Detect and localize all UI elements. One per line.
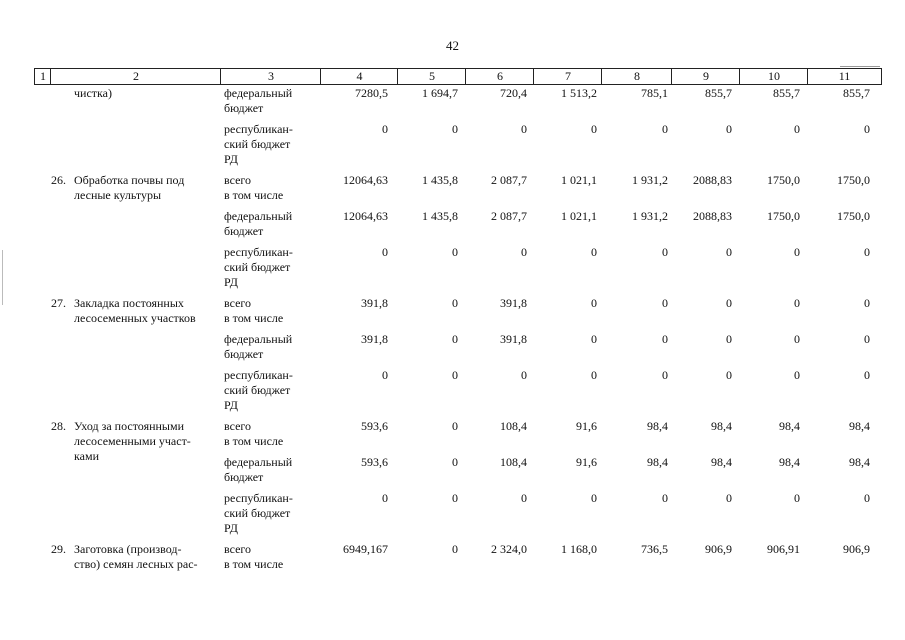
value-col-7: 0 [591, 368, 597, 382]
value-col-5: 0 [452, 122, 458, 136]
value-col-10: 855,7 [773, 86, 800, 100]
header-col-5: 5 [397, 68, 466, 85]
value-col-5: 0 [452, 419, 458, 433]
item-name: ство) семян лесных рас- [74, 557, 198, 571]
value-col-11: 0 [864, 296, 870, 310]
funding-source-label: ский бюджет [224, 383, 291, 397]
value-col-7: 0 [591, 296, 597, 310]
value-col-9: 855,7 [705, 86, 732, 100]
funding-source-label: федеральный [224, 86, 293, 100]
funding-source-label: в том числе [224, 188, 284, 202]
header-col-7: 7 [533, 68, 602, 85]
value-col-5: 0 [452, 296, 458, 310]
funding-source-label: федеральный [224, 455, 293, 469]
value-col-4: 0 [382, 122, 388, 136]
value-col-9: 2088,83 [693, 173, 732, 187]
value-col-8: 785,1 [641, 86, 668, 100]
value-col-6: 391,8 [500, 296, 527, 310]
value-col-9: 0 [726, 332, 732, 346]
value-col-4: 0 [382, 368, 388, 382]
value-col-5: 1 435,8 [422, 173, 458, 187]
value-col-7: 0 [591, 332, 597, 346]
value-col-11: 98,4 [849, 419, 870, 433]
value-col-10: 98,4 [779, 419, 800, 433]
funding-source-label: бюджет [224, 101, 264, 115]
item-name: Обработка почвы под [74, 173, 185, 187]
item-name: Заготовка (производ- [74, 542, 182, 556]
table-row [34, 86, 880, 167]
value-col-4: 391,8 [361, 332, 388, 346]
item-name: чистка) [74, 86, 112, 100]
value-col-7: 91,6 [576, 455, 597, 469]
value-col-11: 1750,0 [837, 173, 870, 187]
header-col-10: 10 [739, 68, 808, 85]
value-col-10: 0 [794, 296, 800, 310]
value-col-10: 98,4 [779, 455, 800, 469]
item-number: 29. [51, 542, 66, 556]
funding-source-label: в том числе [224, 311, 284, 325]
value-col-7: 1 021,1 [561, 209, 597, 223]
funding-source-label: бюджет [224, 224, 264, 238]
value-col-4: 12064,63 [343, 173, 388, 187]
table-row [34, 419, 880, 536]
margin-rule [2, 250, 3, 305]
value-col-6: 0 [521, 122, 527, 136]
value-col-7: 0 [591, 491, 597, 505]
funding-source-label: бюджет [224, 470, 264, 484]
value-col-4: 593,6 [361, 455, 388, 469]
funding-source-label: в том числе [224, 557, 284, 571]
value-col-8: 1 931,2 [632, 173, 668, 187]
item-number: 28. [51, 419, 66, 433]
value-col-7: 1 021,1 [561, 173, 597, 187]
funding-source-label: в том числе [224, 434, 284, 448]
value-col-7: 91,6 [576, 419, 597, 433]
value-col-11: 0 [864, 491, 870, 505]
funding-source-label: РД [224, 275, 238, 289]
value-col-8: 0 [662, 368, 668, 382]
value-col-4: 6949,167 [343, 542, 388, 556]
value-col-10: 1750,0 [767, 209, 800, 223]
funding-source-label: всего [224, 542, 252, 556]
funding-source-label: РД [224, 521, 238, 535]
header-col-1: 1 [34, 68, 51, 85]
funding-source-label: федеральный [224, 332, 293, 346]
funding-source-label: республикан- [224, 491, 293, 505]
value-col-8: 0 [662, 245, 668, 259]
header-col-11: 11 [807, 68, 882, 85]
value-col-11: 0 [864, 368, 870, 382]
value-col-8: 0 [662, 296, 668, 310]
funding-source-label: республикан- [224, 245, 293, 259]
header-col-4: 4 [320, 68, 398, 85]
value-col-4: 391,8 [361, 296, 388, 310]
table-row [34, 296, 880, 413]
value-col-8: 736,5 [641, 542, 668, 556]
value-col-5: 0 [452, 491, 458, 505]
funding-source-label: всего [224, 296, 252, 310]
value-col-4: 7280,5 [355, 86, 388, 100]
item-name: лесные культуры [74, 188, 162, 202]
value-col-8: 98,4 [647, 455, 668, 469]
item-name: Уход за постоянными [74, 419, 185, 433]
value-col-5: 1 694,7 [422, 86, 458, 100]
value-col-4: 12064,63 [343, 209, 388, 223]
funding-source-label: РД [224, 152, 238, 166]
value-col-7: 0 [591, 245, 597, 259]
value-col-10: 1750,0 [767, 173, 800, 187]
value-col-8: 98,4 [647, 419, 668, 433]
value-col-9: 98,4 [711, 419, 732, 433]
value-col-11: 0 [864, 245, 870, 259]
value-col-5: 0 [452, 332, 458, 346]
table-row [34, 173, 880, 290]
item-name: ками [74, 449, 99, 463]
header-col-8: 8 [601, 68, 672, 85]
header-col-3: 3 [220, 68, 321, 85]
value-col-10: 0 [794, 368, 800, 382]
funding-source-label: ский бюджет [224, 506, 291, 520]
value-col-7: 0 [591, 122, 597, 136]
value-col-8: 0 [662, 491, 668, 505]
item-name: лесосеменными участ- [74, 434, 191, 448]
value-col-11: 855,7 [843, 86, 870, 100]
value-col-10: 0 [794, 245, 800, 259]
value-col-6: 2 087,7 [491, 209, 527, 223]
value-col-5: 0 [452, 245, 458, 259]
value-col-8: 0 [662, 122, 668, 136]
funding-source-label: всего [224, 173, 252, 187]
value-col-9: 0 [726, 122, 732, 136]
funding-source-label: всего [224, 419, 252, 433]
value-col-4: 0 [382, 491, 388, 505]
value-col-6: 108,4 [500, 419, 527, 433]
value-col-9: 0 [726, 245, 732, 259]
value-col-10: 0 [794, 122, 800, 136]
value-col-5: 0 [452, 542, 458, 556]
item-name: лесосеменных участков [74, 311, 196, 325]
value-col-4: 0 [382, 245, 388, 259]
value-col-10: 0 [794, 491, 800, 505]
value-col-4: 593,6 [361, 419, 388, 433]
funding-source-label: ский бюджет [224, 137, 291, 151]
value-col-9: 906,9 [705, 542, 732, 556]
value-col-9: 2088,83 [693, 209, 732, 223]
value-col-7: 1 168,0 [561, 542, 597, 556]
value-col-10: 0 [794, 332, 800, 346]
value-col-6: 2 087,7 [491, 173, 527, 187]
item-number: 26. [51, 173, 66, 187]
value-col-5: 1 435,8 [422, 209, 458, 223]
value-col-6: 0 [521, 245, 527, 259]
funding-source-label: бюджет [224, 347, 264, 361]
funding-source-label: ский бюджет [224, 260, 291, 274]
value-col-6: 2 324,0 [491, 542, 527, 556]
value-col-6: 0 [521, 491, 527, 505]
item-name: Закладка постоянных [74, 296, 184, 310]
funding-source-label: республикан- [224, 368, 293, 382]
value-col-9: 0 [726, 368, 732, 382]
value-col-6: 108,4 [500, 455, 527, 469]
value-col-6: 391,8 [500, 332, 527, 346]
header-col-2: 2 [50, 68, 221, 85]
table-row [34, 542, 880, 572]
value-col-11: 0 [864, 122, 870, 136]
value-col-8: 1 931,2 [632, 209, 668, 223]
item-number: 27. [51, 296, 66, 310]
funding-source-label: РД [224, 398, 238, 412]
value-col-9: 98,4 [711, 455, 732, 469]
header-col-6: 6 [465, 68, 534, 85]
value-col-7: 1 513,2 [561, 86, 597, 100]
page-number: 42 [446, 38, 459, 53]
value-col-9: 0 [726, 296, 732, 310]
funding-source-label: республикан- [224, 122, 293, 136]
top-rule [840, 66, 880, 67]
value-col-11: 0 [864, 332, 870, 346]
value-col-11: 98,4 [849, 455, 870, 469]
value-col-5: 0 [452, 455, 458, 469]
value-col-6: 720,4 [500, 86, 527, 100]
value-col-8: 0 [662, 332, 668, 346]
value-col-6: 0 [521, 368, 527, 382]
value-col-11: 906,9 [843, 542, 870, 556]
header-col-9: 9 [671, 68, 740, 85]
value-col-5: 0 [452, 368, 458, 382]
funding-source-label: федеральный [224, 209, 293, 223]
value-col-9: 0 [726, 491, 732, 505]
value-col-11: 1750,0 [837, 209, 870, 223]
value-col-10: 906,91 [767, 542, 800, 556]
